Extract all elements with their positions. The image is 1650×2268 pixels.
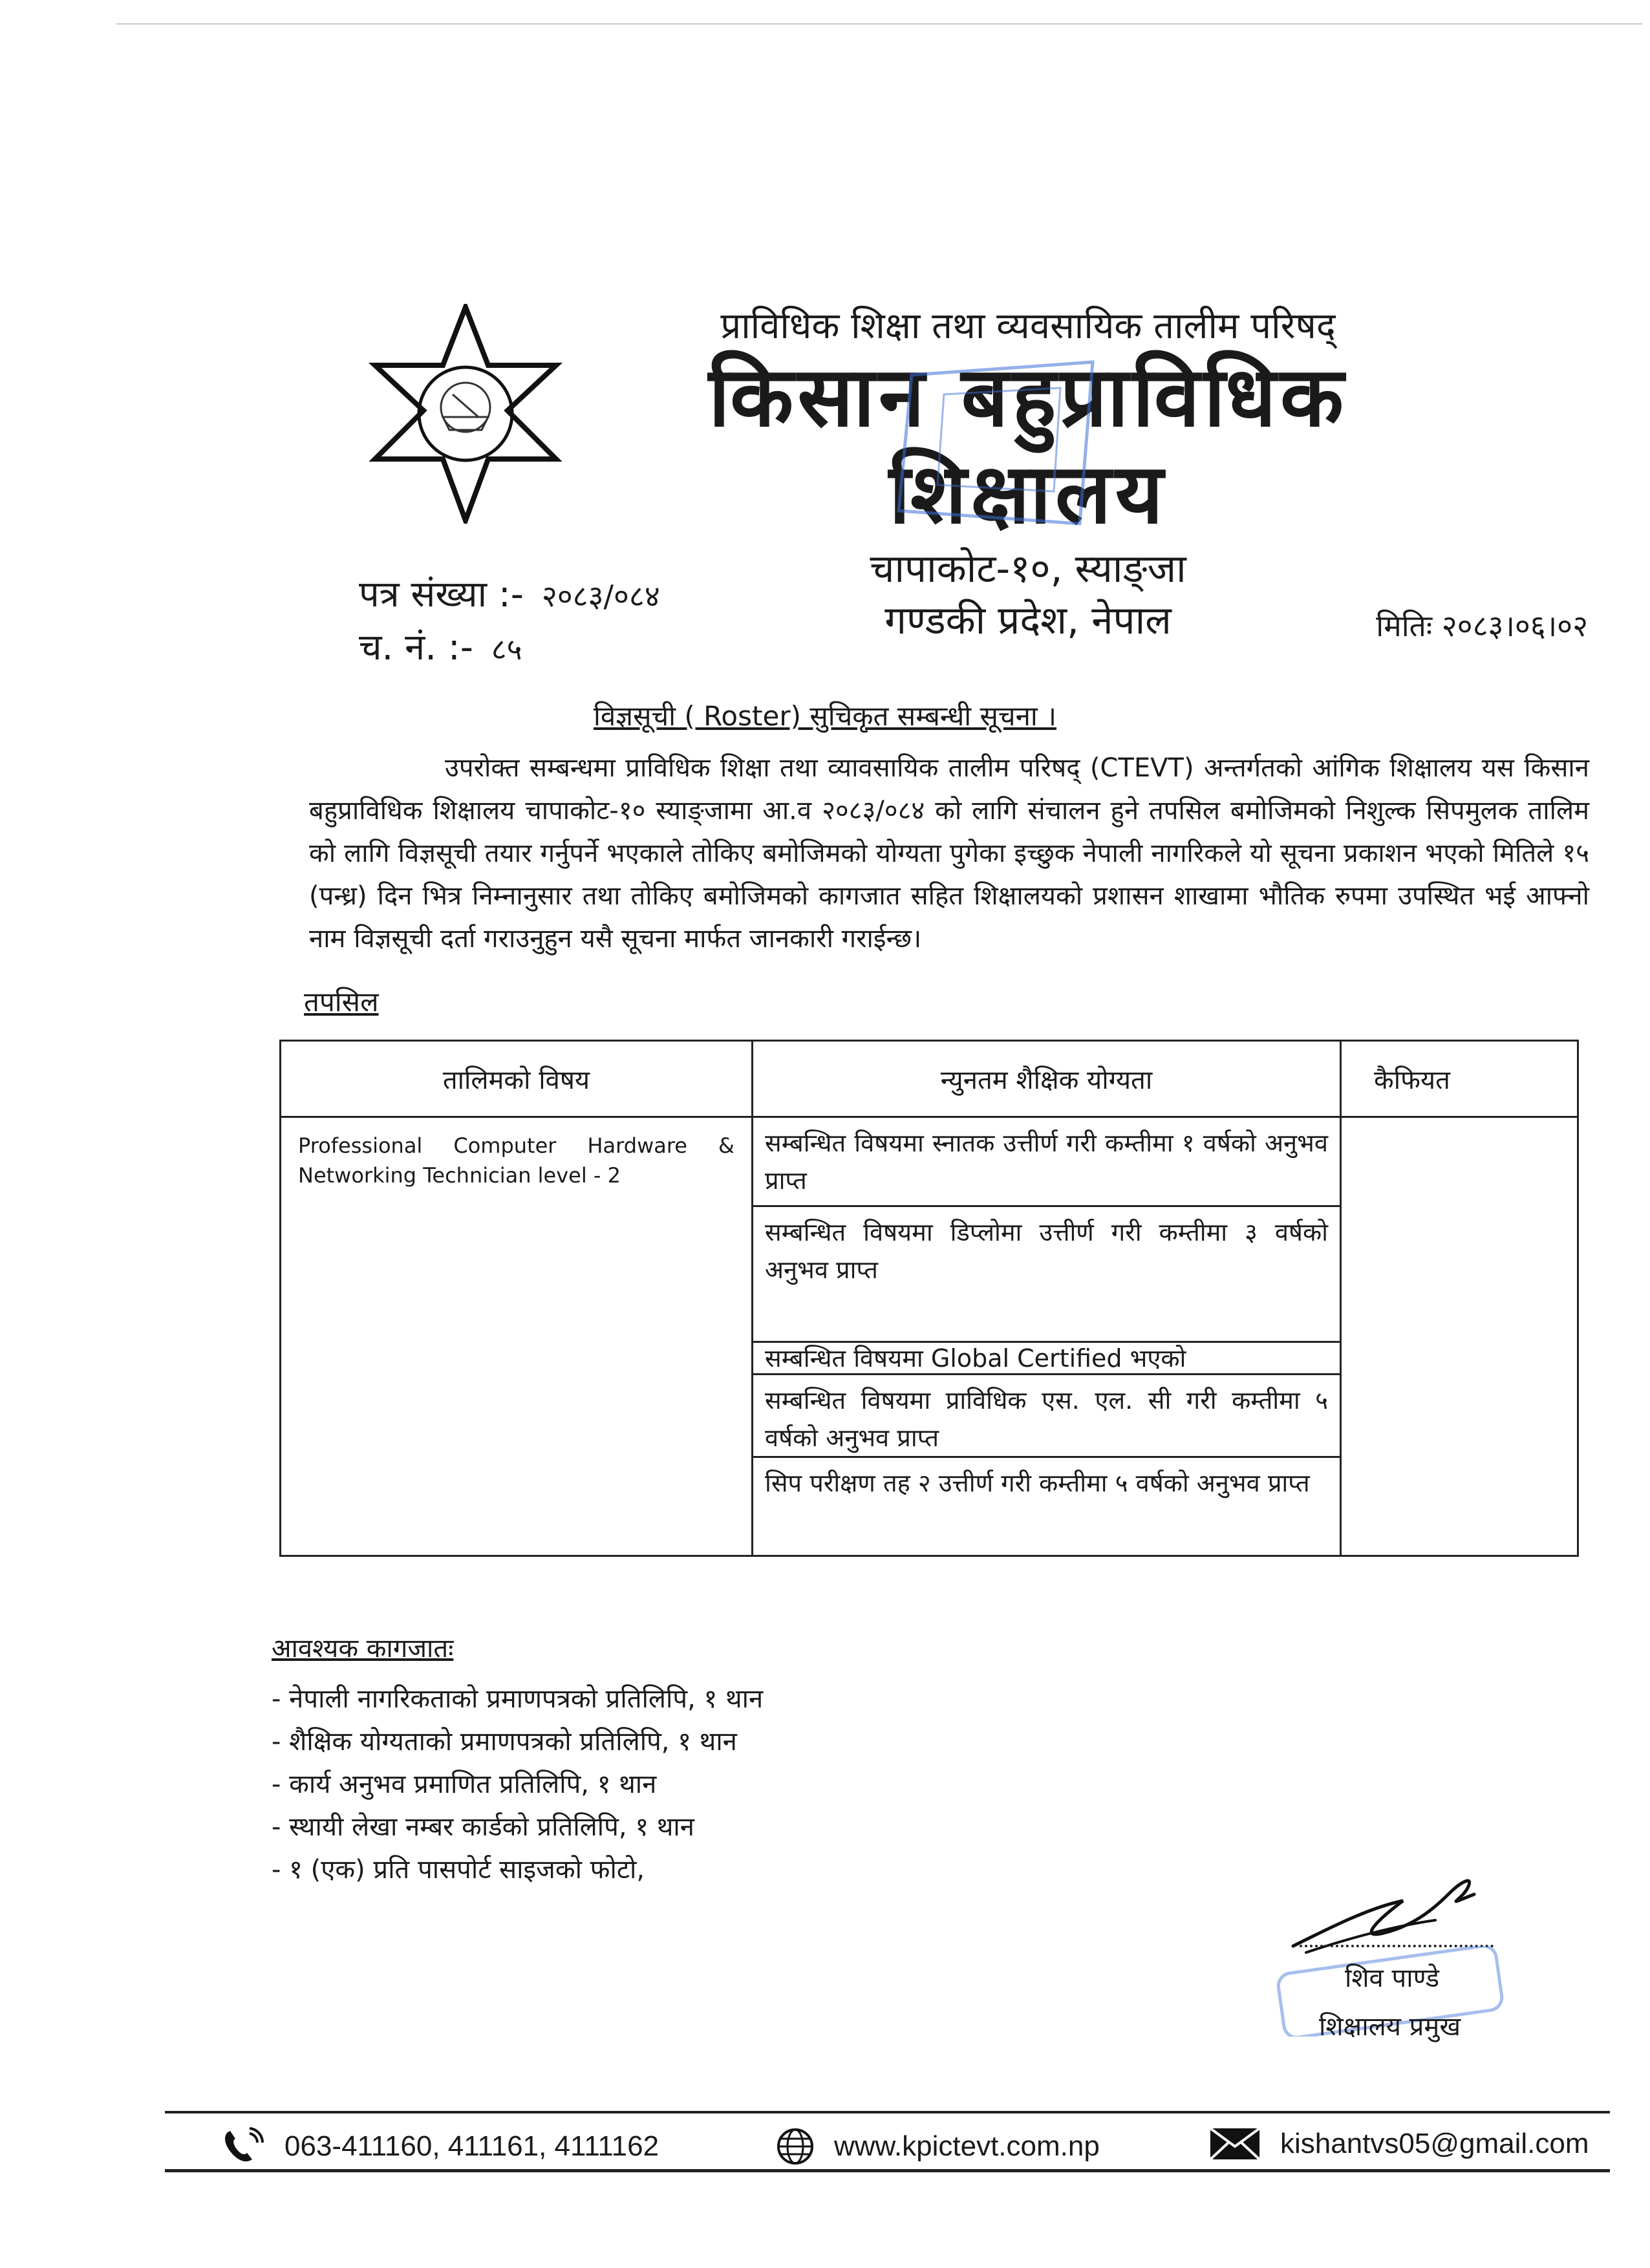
letter-date: मितिः २०८३।०६।०२ — [1376, 608, 1588, 643]
document-item: - स्थायी लेखा नम्बर कार्डको प्रतिलिपि, १ थान — [272, 1812, 694, 1842]
signatory-title: शिक्षालय प्रमुख — [1319, 2012, 1461, 2042]
training-column — [281, 1042, 753, 1555]
table-header-training: तालिमको विषय — [281, 1042, 751, 1118]
qualification-row: सम्बन्धित विषयमा डिप्लोमा उत्तीर्ण गरी कम्तीमा ३ वर्षको अनुभव प्राप्त — [753, 1207, 1340, 1343]
college-address: चापाकोट-१०, स्याङ्जा — [870, 546, 1186, 592]
qualification-row: सम्बन्धित विषयमा Global Certified भएको — [753, 1343, 1340, 1375]
qualification-row: सम्बन्धित विषयमा प्राविधिक एस. एल. सी गरी कम्तीमा ५ वर्षको अनुभव प्राप्त — [753, 1375, 1340, 1458]
table-header-remarks: कैफियत — [1342, 1042, 1577, 1118]
footer-contact — [0, 2121, 1650, 2166]
letter-number — [359, 569, 660, 622]
qualification-row: सिप परीक्षण तह २ उत्तीर्ण गरी कम्तीमा ५ वर्षको अनुभव प्राप्त — [765, 1469, 1310, 1497]
schedule-heading: तपसिल — [304, 986, 379, 1018]
footer-phone-text: 063-411160, 411161, 4111162 — [284, 2130, 659, 2162]
nepal-emblem-icon — [369, 304, 562, 524]
dispatch-number-label: च. नं. :- — [359, 626, 473, 669]
qualification-column — [753, 1042, 1342, 1555]
envelope-icon — [1209, 2127, 1261, 2161]
document-item: - १ (एक) प्रति पासपोर्ट साइजको फोटो, — [272, 1855, 645, 1885]
globe-icon — [776, 2127, 815, 2166]
footer-rule-top — [165, 2111, 1610, 2113]
college-name: किसान बहुप्राविधिक शिक्षालय — [708, 349, 1348, 542]
letter-number-value: २०८३/०८४ — [541, 579, 660, 614]
footer-email-text[interactable]: kishantvs05@gmail.com — [1280, 2128, 1589, 2159]
dispatch-number-value: ८५ — [491, 632, 522, 667]
required-documents — [272, 1629, 763, 1891]
notice-body: उपरोक्त सम्बन्धमा प्राविधिक शिक्षा तथा व्यावसायिक तालीम परिषद् (CTEVT) अन्तर्गतको आंगिक शिक्षालय यस किसान बहुप्राविधिक शिक्षालय चापाकोट-१० स्याङ्जामा आ.व २०८३/०८४ को लागि संचालन हुने तपसिल बमोजिमको निशुल्क सिपमुलक तालिम को लागि विज्ञसूची तयार गर्नुपर्ने भएकाले तोकिए बमोजिमको योग्यता पुगेका इच्छुक नेपाली नागरिकले यो सूचना प्रकाशन भएको मितिले १५ (पन्ध्र) दिन भित्र निम्नानुसार तथा तोकिए बमोजिमको कागजात सहित शिक्षालयको प्रशासन शाखामा भौतिक रुपमा उपस्थित भई आफ्नो नाम विज्ञसूची दर्ता गराउनुहुन यसै सूचना मार्फत जानकारी गराईन्छ। — [309, 753, 1589, 954]
footer-phone — [220, 2127, 659, 2166]
qualification-row: सम्बन्धित विषयमा स्नातक उत्तीर्ण गरी कम्तीमा १ वर्षको अनुभव प्राप्त — [753, 1118, 1340, 1207]
remarks-column — [1342, 1042, 1577, 1555]
footer-website[interactable] — [776, 2127, 1100, 2166]
college-province: गण्डकी प्रदेश, नेपाल — [884, 598, 1172, 643]
reference-block — [359, 569, 660, 675]
letter-number-label: पत्र संख्या :- — [359, 573, 524, 615]
document-item: - नेपाली नागरिकताको प्रमाणपत्रको प्रतिलिपि, १ थान — [272, 1684, 764, 1714]
phone-icon — [220, 2127, 265, 2166]
training-subject-cell: Professional Computer Hardware & Networking Technician level - 2 — [298, 1133, 734, 1188]
office-stamp-seal — [886, 349, 1119, 537]
notice-subject-text: विज्ञसूची ( Roster) सुचिकृत सम्बन्धी सूचना । — [593, 700, 1057, 732]
footer-website-text[interactable]: www.kpictevt.com.np — [834, 2130, 1100, 2162]
dispatch-number — [359, 622, 660, 675]
required-documents-title: आवश्यक कागजातः — [272, 1634, 454, 1664]
footer-rule-bottom — [165, 2169, 1610, 2172]
footer-email[interactable] — [1209, 2127, 1589, 2161]
table-header-qualification: न्युनतम शैक्षिक योग्यता — [753, 1042, 1340, 1118]
signatory-name: शिव पाण्डे — [1345, 1963, 1439, 1993]
document-item: - शैक्षिक योग्यताको प्रमाणपत्रको प्रतिलिपि, १ थान — [272, 1727, 737, 1757]
council-name: प्राविधिक शिक्षा तथा व्यवसायिक तालीम परिषद् — [720, 305, 1336, 347]
qualification-table — [279, 1040, 1579, 1557]
scan-edge-line — [116, 23, 1642, 25]
document-item: - कार्य अनुभव प्रमाणित प्रतिलिपि, १ थान — [272, 1770, 657, 1799]
notice-subject — [0, 697, 1650, 734]
